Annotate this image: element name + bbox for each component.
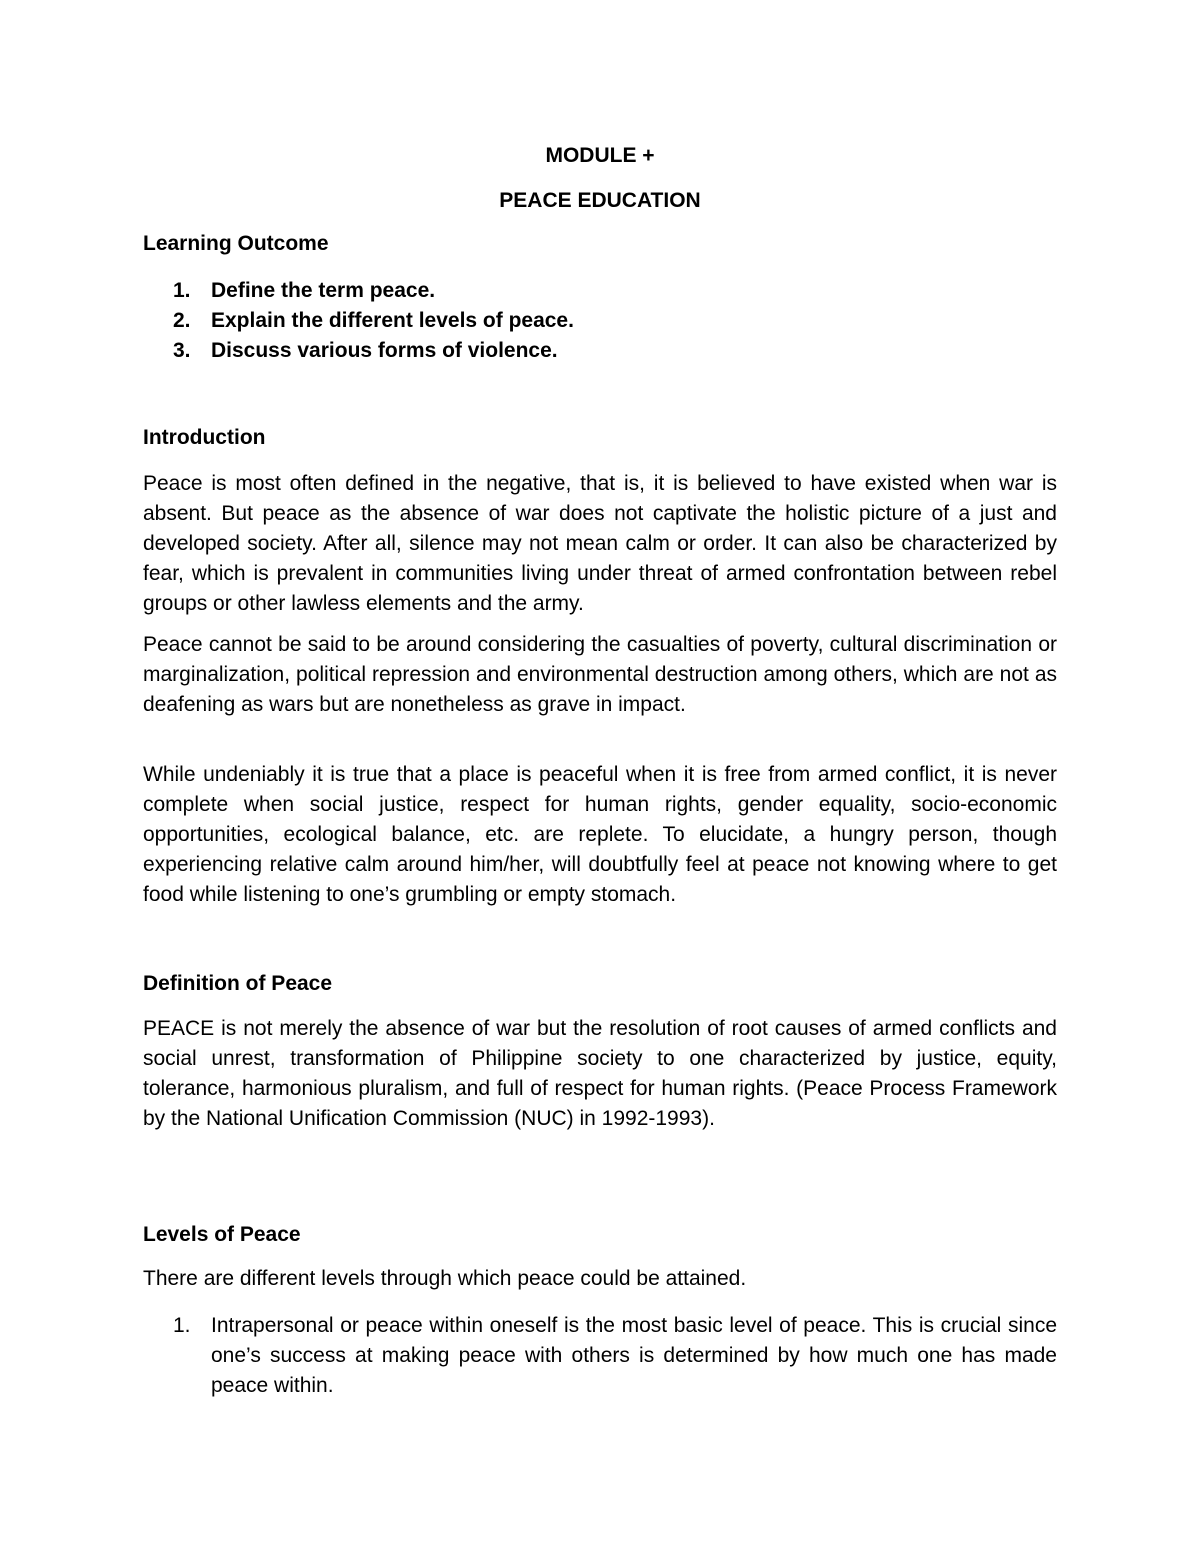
- definition-paragraph: PEACE is not merely the absence of war but the resolution of root causes of armed conflicts and social unrest, transformation of Philippine society to one characterized by justice, equity, tolerance, harmonious pluralism, and full of respect for human rights. (Peace Process Framework by the National Unification Commission (NUC) in 1992-1993).: [143, 1017, 1057, 1130]
- subject-title: PEACE EDUCATION: [499, 189, 701, 212]
- introduction-paragraph-2: Peace cannot be said to be around considering the casualties of poverty, cultural discrimination or marginalization, political repression and environmental destruction among others, which are not as deafening as wars but are nonetheless as grave in impact.: [143, 633, 1057, 716]
- list-item: 2. Explain the different levels of peace.: [173, 309, 574, 332]
- levels-heading: Levels of Peace: [143, 1223, 301, 1246]
- document-page: MODULE + PEACE EDUCATION Learning Outcome 1. Define the term peace. 2. Explain the different levels of peace. 3. Discuss various forms of violence. Introduction Peace is most often defined in the negative, that is, it is believed to have existed when war is absent. But peace as the absence of war does not captivate the holistic picture of a just and developed society. After all, silence may not mean calm or order. It can also be characterized by fear, which is prevalent in communities living under threat of armed confrontation between rebel groups or other lawless elements and the army. Peace cannot be said to be around considering the casualties of poverty, cultural discrimination or marginalization, political repression and environmental destruction among others, which are not as deafening as wars but are nonetheless as grave in impact. While undeniably it is true that a place is peaceful when it is free from armed conflict, it is never complete when social justice, respect for human rights, gender equality, socio-economic opportunities, ecological balance, etc. are replete. To elucidate, a hungry person, though experiencing relative calm around him/her, will doubtfully feel at peace not knowing where to get food while listening to one’s grumbling or empty stomach. Definition of Peace PEACE is not merely the absence of war but the resolution of root causes of armed conflicts and social unrest, transformation of Philippine society to one characterized by justice, equity, tolerance, harmonious pluralism, and full of respect for human rights. (Peace Process Framework by the National Unification Commission (NUC) in 1992-1993). Levels of Peace There are different levels through which peace could be attained. 1. Intrapersonal or peace within oneself is the most basic level of peace. This is crucial since one’s success at making peace with others is determined by how much one has made peace within.: [0, 0, 1200, 1553]
- definition-heading: Definition of Peace: [143, 972, 333, 995]
- list-item: 1. Define the term peace.: [173, 279, 436, 302]
- learning-outcome-list: [143, 276, 574, 366]
- list-item: 3. Discuss various forms of violence.: [173, 339, 558, 362]
- introduction-paragraph-3: While undeniably it is true that a place is peaceful when it is free from armed conflict, it is never complete when social justice, respect for human rights, gender equality, socio-economic opportunities, ecological balance, etc. are replete. To elucidate, a hungry person, though experiencing relative calm around him/her, will doubtfully feel at peace not knowing where to get food while listening to one’s grumbling or empty stomach.: [143, 763, 1057, 906]
- module-title: MODULE +: [545, 144, 655, 167]
- introduction-heading: Introduction: [143, 426, 266, 449]
- introduction-paragraph-1: Peace is most often defined in the negative, that is, it is believed to have existed when war is absent. But peace as the absence of war does not captivate the holistic picture of a just and developed society. After all, silence may not mean calm or order. It can also be characterized by fear, which is prevalent in communities living under threat of armed confrontation between rebel groups or other lawless elements and the army.: [143, 472, 1057, 615]
- learning-outcome-heading: Learning Outcome: [143, 232, 329, 255]
- levels-intro: There are different levels through which peace could be attained.: [143, 1267, 747, 1290]
